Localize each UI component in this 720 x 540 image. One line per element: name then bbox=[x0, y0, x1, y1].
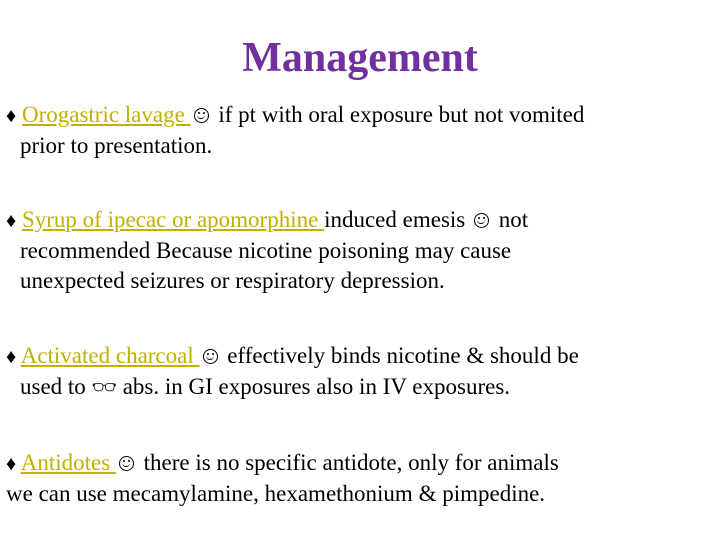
bullet-text: prior to presentation. bbox=[20, 133, 213, 158]
bullet-keyword: Syrup of ipecac or apomorphine bbox=[21, 207, 325, 232]
bullet-ipecac bbox=[6, 205, 714, 296]
smiley-icon bbox=[474, 213, 489, 228]
bullet-text: used to bbox=[20, 374, 92, 399]
bullet-text: we can use mecamylamine, hexamethonium & pimpedine. bbox=[6, 481, 546, 506]
smiley-icon bbox=[119, 456, 134, 471]
bullet-antidotes bbox=[6, 448, 714, 509]
bullet-orogastric-lavage bbox=[6, 100, 714, 161]
bullet-text: there is no specific antidote, only for animals bbox=[137, 450, 559, 475]
bullet-text: effectively binds nicotine & should be bbox=[221, 343, 579, 368]
page-title: Management bbox=[242, 35, 478, 81]
bullet-text: induced emesis bbox=[324, 207, 471, 232]
glasses-icon: 👓︎ bbox=[91, 377, 117, 399]
bullet-diamond-icon: ♦ bbox=[6, 453, 17, 475]
bullet-diamond-icon: ♦ bbox=[6, 105, 17, 127]
bullet-keyword: Antidotes bbox=[20, 450, 116, 475]
bullet-diamond-icon: ♦ bbox=[6, 210, 17, 232]
smiley-icon bbox=[203, 349, 218, 364]
bullet-text: unexpected seizures or respiratory depression. bbox=[20, 268, 445, 293]
bullet-text: if pt with oral exposure but not vomited bbox=[212, 102, 585, 127]
smiley-icon bbox=[194, 108, 209, 123]
bullet-keyword: Orogastric lavage bbox=[21, 102, 191, 127]
bullet-activated-charcoal bbox=[6, 341, 714, 403]
bullet-text: abs. in GI exposures also in IV exposures. bbox=[116, 374, 511, 399]
bullet-text: not bbox=[492, 207, 529, 232]
bullet-text: recommended Because nicotine poisoning may cause bbox=[20, 238, 512, 263]
bullet-keyword: Activated charcoal bbox=[20, 343, 200, 368]
bullet-diamond-icon: ♦ bbox=[6, 346, 17, 368]
